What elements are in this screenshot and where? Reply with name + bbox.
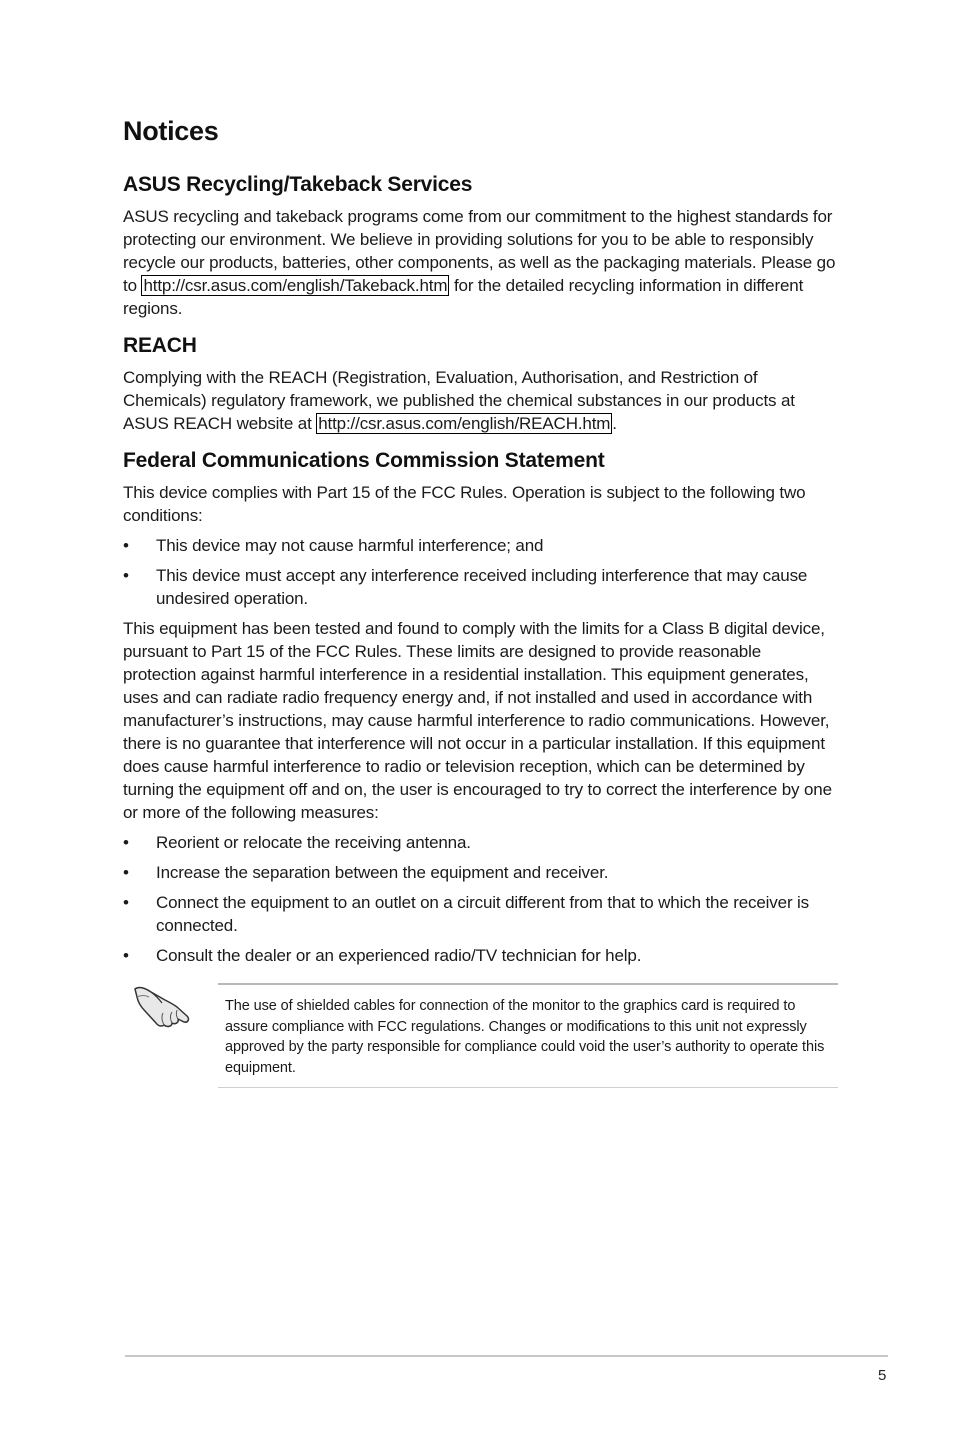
fcc-measures-list xyxy=(123,831,838,967)
bullet: • xyxy=(123,946,129,965)
list-item-text: This device may not cause harmful interference; and xyxy=(156,536,544,555)
reach-heading: REACH xyxy=(123,334,197,357)
fcc-intro: This device complies with Part 15 of the FCC Rules. Operation is subject to the following two conditions: xyxy=(123,483,806,525)
reach-paragraph xyxy=(123,366,838,435)
fcc-heading: Federal Communications Commission Statement xyxy=(123,449,605,472)
recycling-section xyxy=(123,172,838,320)
bullet: • xyxy=(123,833,129,852)
list-item-text: This device must accept any interference received including interference that may cause undesired operation. xyxy=(156,566,808,608)
takeback-link[interactable]: http://csr.asus.com/english/Takeback.htm xyxy=(143,276,448,295)
footer-divider xyxy=(125,1355,888,1357)
recycling-text-before: ASUS recycling and takeback programs come from our commitment to the highest standards for protecting our environment. We believe in providing solutions for you to be able to responsibly recycle our products, batteries, other components, as well as the packaging materials. Please go to xyxy=(123,207,836,295)
reach-text-after: . xyxy=(612,414,617,433)
reach-text-before: Complying with the REACH (Registration, Evaluation, Authorisation, and Restriction of Chemicals) regulatory framework, we published the chemical substances in our products at ASUS REACH website at xyxy=(123,368,795,433)
fcc-body: This equipment has been tested and found to comply with the limits for a Class B digital device, pursuant to Part 15 of the FCC Rules. These limits are designed to provide reasonable protection against harmful interference in a residential installation. This equipment generates, uses and can radiate radio frequency energy and, if not installed and used in accordance with manufacturer’s instructions, may cause harmful interference to radio communications. However, there is no guarantee that interference will not occur in a particular installation. If this equipment does cause harmful interference to radio or television reception, which can be determined by turning the equipment off and on, the user is encouraged to try to correct the interference by one or more of the following measures: xyxy=(123,619,832,822)
list-item-text: Reorient or relocate the receiving antenna. xyxy=(156,833,471,852)
page-number: 5 xyxy=(878,1367,887,1384)
bullet: • xyxy=(123,863,129,882)
bullet: • xyxy=(123,566,129,585)
page-title: Notices xyxy=(123,116,219,146)
recycling-paragraph xyxy=(123,205,838,320)
hand-pointing-icon xyxy=(131,983,191,1029)
list-item-text: Consult the dealer or an experienced radio/TV technician for help. xyxy=(156,946,642,965)
list-item xyxy=(123,564,838,610)
list-item-text: Connect the equipment to an outlet on a circuit different from that to which the receiver is connected. xyxy=(156,893,810,935)
fcc-conditions-list xyxy=(123,534,838,610)
reach-link[interactable]: http://csr.asus.com/english/REACH.htm xyxy=(318,414,611,433)
list-item xyxy=(123,861,838,884)
list-item xyxy=(123,831,838,854)
fcc-section xyxy=(123,448,838,967)
bullet: • xyxy=(123,893,129,912)
reach-section xyxy=(123,333,838,435)
bullet: • xyxy=(123,536,129,555)
recycling-text-after: for the detailed recycling information in different regions. xyxy=(123,276,804,318)
note-box xyxy=(218,983,838,1088)
list-item xyxy=(123,944,838,967)
list-item xyxy=(123,891,838,937)
note-text: The use of shielded cables for connection of the monitor to the graphics card is required to assure compliance with FCC regulations. Changes or modifications to this unit not expressly approved by the party responsible for compliance could void the user’s authority to operate this equipment. xyxy=(225,998,825,1076)
list-item xyxy=(123,534,838,557)
list-item-text: Increase the separation between the equipment and receiver. xyxy=(156,863,609,882)
recycling-heading: ASUS Recycling/Takeback Services xyxy=(123,173,473,196)
